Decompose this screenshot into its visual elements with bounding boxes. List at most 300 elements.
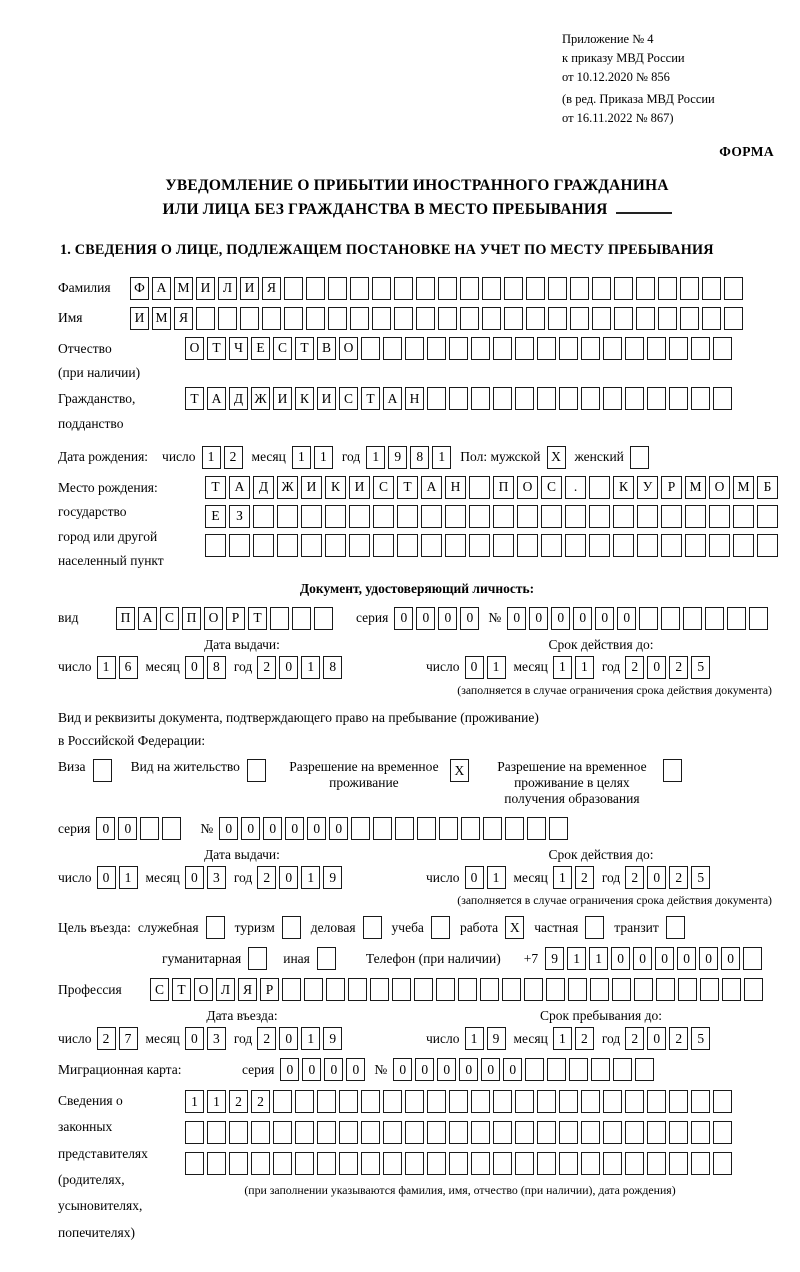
char-cell[interactable]: 1 [119,866,138,889]
char-cell[interactable] [304,978,323,1001]
char-cell[interactable] [361,1121,380,1144]
char-cell[interactable]: И [349,476,370,499]
char-cell[interactable] [439,817,458,840]
char-cell[interactable] [713,1152,732,1175]
char-cell[interactable] [581,387,600,410]
char-cell[interactable] [625,337,644,360]
char-cell[interactable]: Е [205,505,226,528]
char-cell[interactable] [559,1152,578,1175]
residence-expiry-year[interactable] [625,866,713,889]
char-cell[interactable]: 9 [487,1027,506,1050]
char-cell[interactable]: П [116,607,135,630]
char-cell[interactable] [614,307,633,330]
char-cell[interactable] [394,277,413,300]
char-cell[interactable]: 0 [573,607,592,630]
char-cell[interactable] [460,277,479,300]
purpose-humanitarian-checkbox[interactable] [248,947,270,970]
char-cell[interactable] [549,817,568,840]
residence-issue-year[interactable] [257,866,345,889]
char-cell[interactable] [140,817,159,840]
char-cell[interactable] [460,307,479,330]
char-cell[interactable]: Е [251,337,270,360]
char-cell[interactable]: 0 [185,1027,204,1050]
char-cell[interactable]: С [339,387,358,410]
char-cell[interactable]: 6 [119,656,138,679]
char-cell[interactable] [471,1090,490,1113]
char-cell[interactable] [373,505,394,528]
residence-issue-month[interactable] [185,866,229,889]
char-cell[interactable] [592,307,611,330]
birth-place-line3[interactable] [205,534,781,557]
char-cell[interactable] [397,534,418,557]
char-cell[interactable] [603,337,622,360]
char-cell[interactable] [661,505,682,528]
char-cell[interactable]: 1 [553,656,572,679]
migration-num-input[interactable] [393,1058,657,1081]
char-cell[interactable] [273,1121,292,1144]
char-cell[interactable] [526,307,545,330]
char-cell[interactable] [469,534,490,557]
char-cell[interactable]: 5 [691,866,710,889]
stay-year[interactable] [625,1027,713,1050]
char-cell[interactable]: 0 [329,817,348,840]
char-cell[interactable] [603,387,622,410]
char-cell[interactable]: 1 [487,656,506,679]
char-cell[interactable] [683,607,702,630]
visa-checkbox[interactable] [93,759,115,782]
char-cell[interactable] [361,1090,380,1113]
char-cell[interactable] [537,337,556,360]
char-cell[interactable] [395,817,414,840]
char-cell[interactable] [709,505,730,528]
birth-place-line2[interactable] [205,505,781,528]
char-cell[interactable]: 0 [415,1058,434,1081]
representatives-line2[interactable] [185,1121,735,1144]
char-cell[interactable]: К [325,476,346,499]
char-cell[interactable]: И [130,307,149,330]
char-cell[interactable] [306,307,325,330]
char-cell[interactable] [658,277,677,300]
char-cell[interactable] [603,1152,622,1175]
char-cell[interactable]: 0 [721,947,740,970]
char-cell[interactable] [749,607,768,630]
char-cell[interactable] [658,307,677,330]
char-cell[interactable] [757,534,778,557]
char-cell[interactable]: Т [248,607,267,630]
char-cell[interactable] [585,916,604,939]
surname-input[interactable] [130,277,746,300]
char-cell[interactable] [207,1121,226,1144]
char-cell[interactable] [757,505,778,528]
char-cell[interactable]: Т [361,387,380,410]
char-cell[interactable] [661,534,682,557]
char-cell[interactable] [373,817,392,840]
char-cell[interactable]: 9 [545,947,564,970]
char-cell[interactable] [301,505,322,528]
char-cell[interactable]: 9 [323,1027,342,1050]
char-cell[interactable] [548,307,567,330]
char-cell[interactable] [691,387,710,410]
entry-day[interactable] [97,1027,141,1050]
char-cell[interactable] [733,534,754,557]
char-cell[interactable]: З [229,505,250,528]
char-cell[interactable]: 8 [207,656,226,679]
char-cell[interactable] [449,1090,468,1113]
char-cell[interactable] [691,1090,710,1113]
char-cell[interactable] [590,978,609,1001]
char-cell[interactable] [229,534,250,557]
char-cell[interactable] [185,1152,204,1175]
char-cell[interactable]: 0 [219,817,238,840]
char-cell[interactable]: К [295,387,314,410]
char-cell[interactable] [273,1152,292,1175]
patronymic-input[interactable] [185,337,735,360]
char-cell[interactable] [480,978,499,1001]
char-cell[interactable] [669,1121,688,1144]
char-cell[interactable]: 2 [669,1027,688,1050]
char-cell[interactable]: 0 [617,607,636,630]
char-cell[interactable]: 2 [625,866,644,889]
char-cell[interactable]: 0 [394,607,413,630]
char-cell[interactable]: 2 [669,866,688,889]
char-cell[interactable]: С [160,607,179,630]
char-cell[interactable]: X [505,916,524,939]
char-cell[interactable] [743,947,762,970]
doc-expiry-month[interactable] [553,656,597,679]
char-cell[interactable] [383,1152,402,1175]
doc-type-input[interactable] [116,607,336,630]
char-cell[interactable] [493,387,512,410]
char-cell[interactable]: 5 [691,656,710,679]
char-cell[interactable]: 0 [279,866,298,889]
char-cell[interactable]: 1 [301,1027,320,1050]
char-cell[interactable] [229,1121,248,1144]
char-cell[interactable] [317,1152,336,1175]
char-cell[interactable] [431,916,450,939]
char-cell[interactable] [248,947,267,970]
char-cell[interactable] [295,1090,314,1113]
char-cell[interactable] [713,1121,732,1144]
char-cell[interactable] [326,978,345,1001]
doc-issue-day[interactable] [97,656,141,679]
char-cell[interactable]: Д [253,476,274,499]
char-cell[interactable] [427,337,446,360]
char-cell[interactable] [493,1121,512,1144]
purpose-transit-checkbox[interactable] [666,916,688,939]
char-cell[interactable]: М [685,476,706,499]
char-cell[interactable] [678,978,697,1001]
char-cell[interactable] [229,1152,248,1175]
char-cell[interactable] [438,277,457,300]
char-cell[interactable] [525,1058,544,1081]
char-cell[interactable] [383,337,402,360]
char-cell[interactable]: 0 [595,607,614,630]
char-cell[interactable]: 8 [410,446,429,469]
char-cell[interactable]: 7 [119,1027,138,1050]
char-cell[interactable]: 0 [459,1058,478,1081]
char-cell[interactable]: А [229,476,250,499]
char-cell[interactable] [713,1090,732,1113]
char-cell[interactable]: И [301,476,322,499]
char-cell[interactable] [625,387,644,410]
char-cell[interactable] [351,817,370,840]
residence-expiry-month[interactable] [553,866,597,889]
char-cell[interactable] [709,534,730,557]
residence-num-input[interactable] [219,817,571,840]
char-cell[interactable]: А [207,387,226,410]
name-input[interactable] [130,307,746,330]
char-cell[interactable]: 0 [677,947,696,970]
char-cell[interactable]: И [196,277,215,300]
char-cell[interactable] [537,1152,556,1175]
char-cell[interactable] [537,387,556,410]
char-cell[interactable] [372,307,391,330]
char-cell[interactable]: 0 [241,817,260,840]
char-cell[interactable] [185,1121,204,1144]
purpose-work-checkbox[interactable] [505,916,527,939]
char-cell[interactable]: 0 [437,1058,456,1081]
purpose-private-checkbox[interactable] [585,916,607,939]
char-cell[interactable] [547,1058,566,1081]
char-cell[interactable] [436,978,455,1001]
char-cell[interactable] [603,1090,622,1113]
char-cell[interactable]: 1 [465,1027,484,1050]
char-cell[interactable] [527,817,546,840]
char-cell[interactable] [270,607,289,630]
char-cell[interactable] [637,534,658,557]
char-cell[interactable] [517,505,538,528]
doc-issue-year[interactable] [257,656,345,679]
char-cell[interactable]: 0 [302,1058,321,1081]
char-cell[interactable]: М [733,476,754,499]
char-cell[interactable] [515,337,534,360]
char-cell[interactable] [669,387,688,410]
char-cell[interactable] [253,534,274,557]
char-cell[interactable]: 8 [323,656,342,679]
char-cell[interactable] [581,1121,600,1144]
char-cell[interactable] [636,307,655,330]
char-cell[interactable] [724,277,743,300]
char-cell[interactable]: 0 [279,656,298,679]
char-cell[interactable] [505,817,524,840]
purpose-study-checkbox[interactable] [431,916,453,939]
char-cell[interactable] [471,337,490,360]
char-cell[interactable] [524,978,543,1001]
char-cell[interactable] [603,1121,622,1144]
char-cell[interactable]: 0 [185,866,204,889]
char-cell[interactable]: Б [757,476,778,499]
char-cell[interactable]: 2 [669,656,688,679]
char-cell[interactable] [515,1090,534,1113]
char-cell[interactable]: . [565,476,586,499]
temp-residence-checkbox[interactable] [450,759,472,782]
residence-issue-day[interactable] [97,866,141,889]
char-cell[interactable]: Л [216,978,235,1001]
char-cell[interactable] [328,307,347,330]
doc-num-input[interactable] [507,607,771,630]
char-cell[interactable] [713,337,732,360]
char-cell[interactable]: 0 [647,1027,666,1050]
char-cell[interactable] [314,607,333,630]
char-cell[interactable] [647,387,666,410]
sex-female-checkbox[interactable] [630,446,652,469]
char-cell[interactable] [541,534,562,557]
char-cell[interactable] [196,307,215,330]
char-cell[interactable]: 0 [97,866,116,889]
char-cell[interactable]: Я [262,277,281,300]
char-cell[interactable] [292,607,311,630]
char-cell[interactable] [613,534,634,557]
char-cell[interactable] [445,534,466,557]
char-cell[interactable] [301,534,322,557]
char-cell[interactable] [251,1121,270,1144]
char-cell[interactable]: 0 [481,1058,500,1081]
char-cell[interactable] [515,1121,534,1144]
char-cell[interactable]: 0 [465,866,484,889]
char-cell[interactable]: 0 [503,1058,522,1081]
char-cell[interactable] [502,978,521,1001]
doc-issue-month[interactable] [185,656,229,679]
char-cell[interactable]: 1 [553,1027,572,1050]
char-cell[interactable] [295,1121,314,1144]
char-cell[interactable] [702,307,721,330]
char-cell[interactable] [482,277,501,300]
char-cell[interactable]: Т [295,337,314,360]
char-cell[interactable] [702,277,721,300]
char-cell[interactable]: 2 [257,1027,276,1050]
char-cell[interactable] [251,1152,270,1175]
char-cell[interactable] [744,978,763,1001]
char-cell[interactable] [445,505,466,528]
char-cell[interactable] [483,817,502,840]
char-cell[interactable]: А [152,277,171,300]
char-cell[interactable] [589,534,610,557]
doc-seria-input[interactable] [394,607,482,630]
char-cell[interactable] [570,277,589,300]
char-cell[interactable] [713,387,732,410]
char-cell[interactable]: 0 [655,947,674,970]
char-cell[interactable] [247,759,266,782]
char-cell[interactable] [421,534,442,557]
char-cell[interactable]: 0 [393,1058,412,1081]
char-cell[interactable] [733,505,754,528]
char-cell[interactable]: Р [260,978,279,1001]
char-cell[interactable] [421,505,442,528]
char-cell[interactable]: А [421,476,442,499]
char-cell[interactable]: 0 [307,817,326,840]
char-cell[interactable] [537,1121,556,1144]
char-cell[interactable] [647,1152,666,1175]
char-cell[interactable] [669,337,688,360]
char-cell[interactable]: 2 [224,446,243,469]
char-cell[interactable] [471,387,490,410]
char-cell[interactable]: П [493,476,514,499]
char-cell[interactable] [206,916,225,939]
char-cell[interactable] [383,1090,402,1113]
char-cell[interactable] [284,307,303,330]
char-cell[interactable] [589,505,610,528]
char-cell[interactable] [348,978,367,1001]
char-cell[interactable] [325,505,346,528]
char-cell[interactable] [680,277,699,300]
stay-month[interactable] [553,1027,597,1050]
char-cell[interactable] [565,534,586,557]
char-cell[interactable]: Р [661,476,682,499]
char-cell[interactable]: 0 [118,817,137,840]
birth-day-input[interactable] [202,446,246,469]
char-cell[interactable]: 1 [314,446,333,469]
char-cell[interactable] [427,1090,446,1113]
char-cell[interactable] [656,978,675,1001]
sex-male-checkbox[interactable] [547,446,569,469]
char-cell[interactable] [205,534,226,557]
char-cell[interactable]: X [547,446,566,469]
char-cell[interactable] [273,1090,292,1113]
char-cell[interactable]: О [194,978,213,1001]
char-cell[interactable]: Ф [130,277,149,300]
char-cell[interactable] [592,277,611,300]
doc-expiry-day[interactable] [465,656,509,679]
char-cell[interactable]: 9 [388,446,407,469]
char-cell[interactable] [482,307,501,330]
char-cell[interactable]: 0 [280,1058,299,1081]
char-cell[interactable] [504,307,523,330]
profession-input[interactable] [150,978,766,1001]
char-cell[interactable]: 0 [263,817,282,840]
char-cell[interactable]: С [150,978,169,1001]
char-cell[interactable] [691,1121,710,1144]
char-cell[interactable]: 3 [207,866,226,889]
entry-month[interactable] [185,1027,229,1050]
char-cell[interactable] [350,277,369,300]
char-cell[interactable] [394,307,413,330]
char-cell[interactable] [724,307,743,330]
char-cell[interactable] [284,277,303,300]
char-cell[interactable]: 0 [529,607,548,630]
char-cell[interactable] [613,505,634,528]
residence-expiry-day[interactable] [465,866,509,889]
char-cell[interactable]: А [383,387,402,410]
char-cell[interactable] [317,1090,336,1113]
char-cell[interactable] [541,505,562,528]
char-cell[interactable] [416,277,435,300]
char-cell[interactable] [559,1090,578,1113]
char-cell[interactable]: 0 [438,607,457,630]
migration-seria-input[interactable] [280,1058,368,1081]
char-cell[interactable]: Т [397,476,418,499]
char-cell[interactable] [361,1152,380,1175]
char-cell[interactable]: 0 [416,607,435,630]
char-cell[interactable]: 1 [366,446,385,469]
char-cell[interactable] [569,1058,588,1081]
char-cell[interactable] [647,337,666,360]
char-cell[interactable]: 0 [285,817,304,840]
char-cell[interactable] [548,277,567,300]
char-cell[interactable] [240,307,259,330]
char-cell[interactable]: В [317,337,336,360]
birth-place-line1[interactable] [205,476,781,499]
char-cell[interactable] [568,978,587,1001]
char-cell[interactable]: И [240,277,259,300]
char-cell[interactable] [493,1152,512,1175]
char-cell[interactable] [685,505,706,528]
residence-permit-checkbox[interactable] [247,759,269,782]
char-cell[interactable] [661,607,680,630]
char-cell[interactable] [559,1121,578,1144]
char-cell[interactable] [637,505,658,528]
char-cell[interactable]: 2 [229,1090,248,1113]
char-cell[interactable] [282,978,301,1001]
